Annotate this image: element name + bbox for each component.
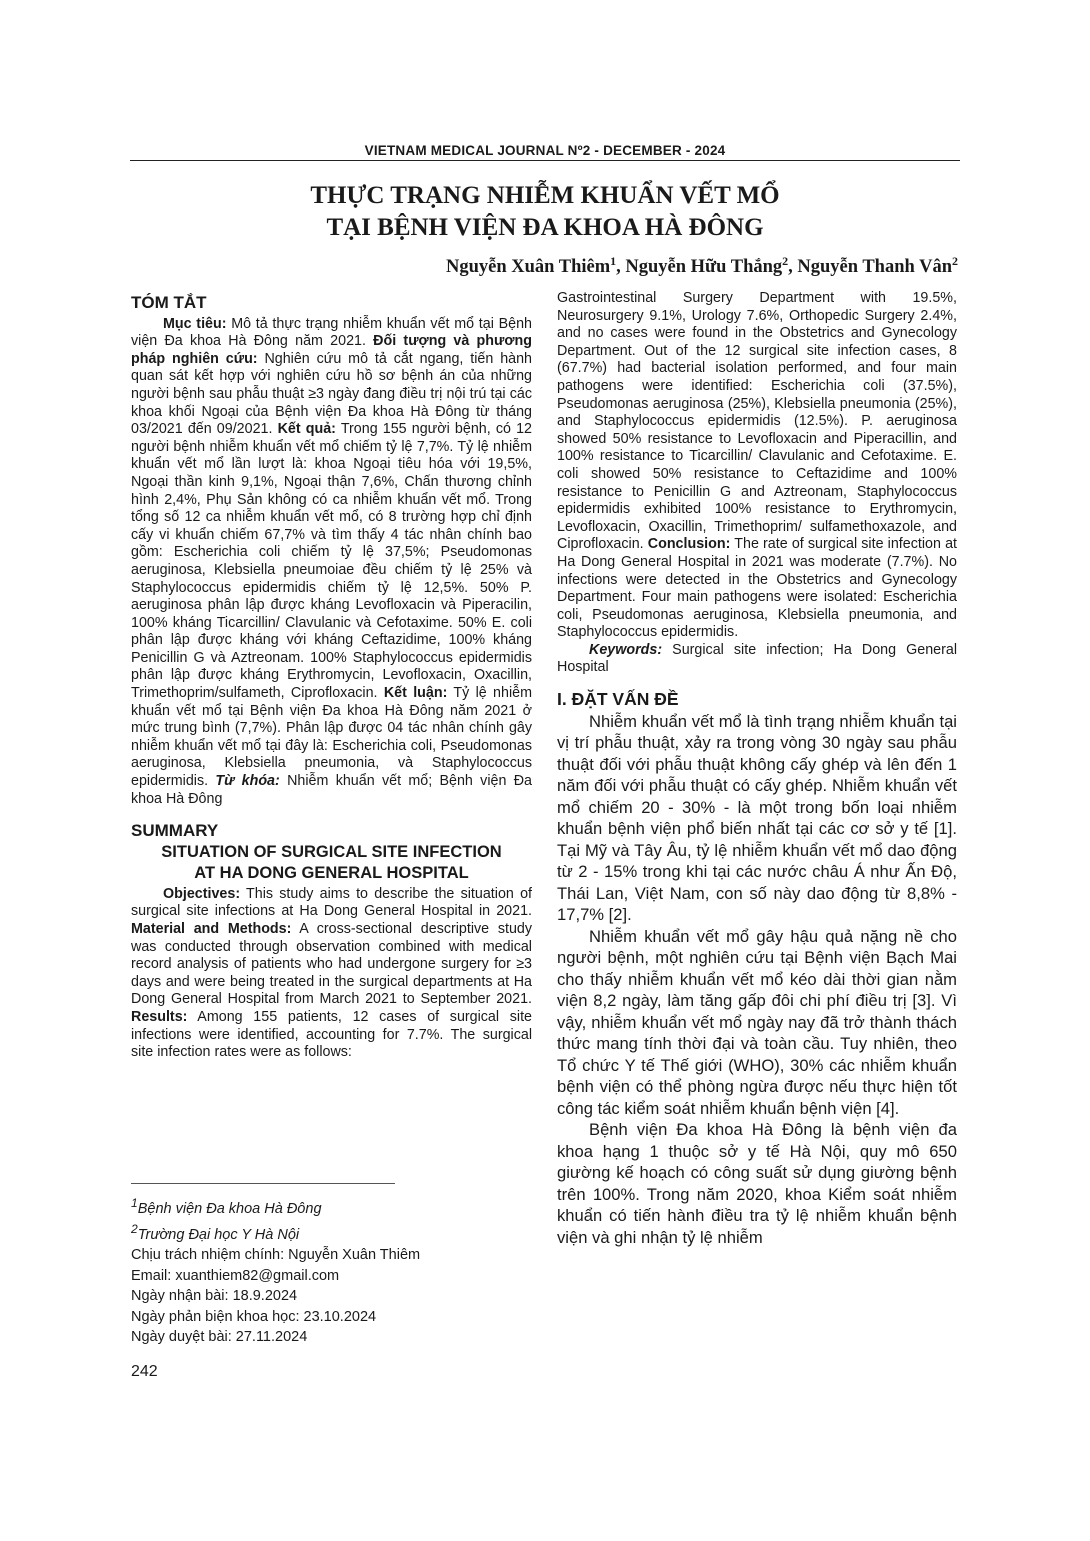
label-ket-luan: Kết luận: — [383, 685, 448, 702]
section-1-paragraph: Bệnh viện Đa khoa Hà Đông là bệnh viện đa khoa hạng 1 thuộc sở y tế Hà Nội, quy mô 650 giường kế hoạch có công suất sử dụng giường bệnh trên 100%. Trong năm 2020, khoa Kiểm soát nhiễm khuẩn có tiến hành điều tra tỷ lệ nhiễm khuẩn bệnh viện và ghi nhận tỷ lệ nhiễm — [557, 1120, 957, 1247]
footnotes — [131, 1193, 531, 1348]
text-keywords: Surgical site infection; Ha Dong General Hospital — [557, 641, 957, 676]
summary-body-continued — [557, 290, 957, 642]
left-column — [131, 294, 532, 1062]
author-list: Nguyễn Xuân Thiêm$^1$, Nguyễn Hữu Thắng$^2$, Nguyễn Thanh Vân$^2$ — [445, 254, 958, 278]
footnote-email: Email: xuanthiem82@gmail.com — [131, 1267, 340, 1284]
label-keywords: Keywords: — [589, 641, 663, 658]
label-tu-khoa: Từ khóa: — [215, 773, 280, 790]
author-name: Nguyễn Hữu Thắng — [625, 257, 783, 278]
footnote-received: Ngày nhận bài: 18.9.2024 — [131, 1288, 298, 1305]
author-name: Nguyễn Thanh Vân — [797, 257, 952, 278]
text-results: Among 155 patients, 12 cases of surgical site infections were identified, accounting for 7.7%. The surgical site infection rates were as follows: — [131, 1008, 532, 1061]
footnote-affiliation-2 — [131, 1219, 531, 1245]
abstract-vi-heading: TÓM TẮT — [131, 293, 207, 312]
footnote-rule — [131, 1183, 395, 1184]
footnote-marker: 2 — [131, 1222, 138, 1237]
footnote-accepted: Ngày duyệt bài: 27.11.2024 — [131, 1329, 308, 1346]
footnote-reviewed: Ngày phản biện khoa học: 23.10.2024 — [131, 1308, 377, 1325]
label-doi-tuong: Đối tượng và phương pháp nghiên cứu: — [131, 333, 532, 367]
label-objectives: Objectives: — [163, 885, 241, 902]
text-conclusion: The rate of surgical site infection at Ha Dong General Hospital in 2021 was moderate (7.7%). No infections were detected in the Obstetrics and Gynecology Department. Four main pathogens were isolated: Escherichia coli, Pseudomonas aeruginosa, Klebsiella pneumonia, and Staphylococcus epidermidis. — [557, 536, 957, 641]
footnote-marker: 1 — [131, 1196, 138, 1210]
summary-heading: SUMMARY — [131, 821, 219, 841]
text-results-continued: Gastrointestinal Surgery Department with 19.5%, Neurosurgery 9.1%, Urology 7.6%, Orthopedic Surgery 2.4%, and no cases were found in the Obstetrics and Gynecology Department. Out of the 12 surgical site infection cases, 8 (67.7%) had bacterial isolation performed, and four main pathogens were identified: Escherichia coli (37.5%), Pseudomonas aeruginosa (25%), Klebsiella pneumonia (25%), and Staphylococcus epidermidis (12.5%). P. aeruginosa showed 50% resistance to Levofloxacin and Piperacillin, and 100% resistance to Ticarcillin/ Clavulanic and Cefotaxime. E. coli showed 50% resistance to Ceftazidime and 100% resistance to Penicillin G and Aztreonam, Staphylococcus epidermidis exhibited 100% resistance to Erythromycin, Levofloxacin, Oxacillin, Trimethoprim/ sulfamethoxazole, and Ciprofloxacin. — [557, 290, 957, 553]
title-line-1: THỰC TRẠNG NHIỄM KHUẨN VẾT MỔ — [310, 182, 780, 209]
text-methods: A cross-sectional descriptive study was conducted through observation combined with medical record analysis of patients who had undergone surgery for ≥3 days and were being treated in the surgical departments at Ha Dong General Hospital from March 2021 to September 2021. — [131, 921, 532, 1008]
label-results: Results: — [131, 1008, 188, 1025]
author-affiliation: 2 — [782, 254, 789, 268]
footnote-text: Bệnh viện Đa khoa Hà Đông — [137, 1200, 322, 1217]
journal-header: VIETNAM MEDICAL JOURNAL Nº2 - DECEMBER - 2024 — [364, 143, 726, 158]
text-ket-luan: Tỷ lệ nhiễm khuẩn vết mổ tại Bệnh viện Đa khoa Hà Đông năm 2021 ở mức trung bình (7,7%). Phân lập được 04 tác nhân chính gây nhiễm khuẩn vết mổ tại đây là: Escherichia coli, Pseudomonas aeruginosa, Klebsiella pneumonia, và Staphylococcus epidermidis. — [131, 685, 532, 790]
page-number: 242 — [131, 1363, 158, 1380]
footnote-responsible: Chịu trách nhiệm chính: Nguyễn Xuân Thiêm — [131, 1247, 421, 1264]
summary-title — [131, 842, 532, 884]
summary-body — [131, 886, 532, 1062]
text-doi-tuong: Nghiên cứu mô tả cắt ngang, tiến hành quan sát kết hợp với nghiên cứu hồ sơ bệnh án của những người bệnh sau phẫu thuật ≥3 ngày đang điều trị nội trú tại các khoa khối Ngoại của Bệnh viện Đa khoa Hà Đông từ tháng 03/2021 đến 09/2021. — [131, 350, 532, 438]
keywords-line — [557, 642, 957, 677]
header-rule — [130, 160, 960, 161]
footnote-affiliation-1 — [131, 1193, 531, 1219]
section-1-paragraph: Nhiễm khuẩn vết mổ là tình trạng nhiễm khuẩn tại vị trí phẫu thuật, xảy ra trong vòng 30 ngày sau phẫu thuật đối với phẫu thuật không cấy ghép và lên đến 1 năm đối với phẫu thuật có cấy ghép. Nhiễm khuẩn vết mổ chiếm 20 - 30% - là một trong bốn loại nhiễm khuẩn bệnh viện phổ biến nhất tại các cơ sở y tế [1]. Tại Mỹ và Tây Âu, tỷ lệ nhiễm khuẩn vết mổ dao động từ 2 - 15% trong khi tại các nước châu Á như Ấn Độ, Thái Lan, Việt Nam, con số này dao động từ 8,8% - 17,7% [2]. — [557, 711, 957, 925]
author-affiliation: 1 — [610, 254, 617, 268]
label-methods: Material and Methods: — [131, 921, 292, 937]
article-title — [130, 180, 960, 244]
title-line-2: TẠI BỆNH VIỆN ĐA KHOA HÀ ĐÔNG — [326, 214, 764, 241]
summary-title-line-1: SITUATION OF SURGICAL SITE INFECTION — [161, 842, 502, 861]
footnote-text: Trường Đại học Y Hà Nội — [137, 1227, 300, 1244]
label-conclusion: Conclusion: — [647, 536, 731, 553]
summary-title-line-2: AT HA DONG GENERAL HOSPITAL — [194, 863, 469, 882]
text-tu-khoa: Nhiễm khuẩn vết mổ; Bệnh viện Đa khoa Hà Đông — [131, 773, 532, 807]
abstract-vi-body — [131, 316, 532, 809]
text-objectives: This study aims to describe the situation of surgical site infections at Ha Dong General Hospital in 2021. — [131, 885, 532, 920]
author-affiliation: 2 — [952, 254, 958, 268]
text-muc-tieu: Mô tả thực trạng nhiễm khuẩn vết mổ tại Bệnh viện Đa khoa Hà Đông năm 2021. — [131, 315, 532, 350]
label-ket-qua: Kết quả: — [277, 421, 336, 438]
text-ket-qua: Trong 155 người bệnh, có 12 người bệnh nhiễm khuẩn vết mổ chiếm tỷ lệ 7,7%. Tỷ lệ nhiễm khuẩn vết mổ lần lượt là: khoa Ngoại tiêu hóa với 19,5%, Ngoại thần kinh 9,1%, Ngoại thận 7,6%, Chấn thương chỉnh hình 2,4%, Phụ Sản không có ca nhiễm khuẩn vết mổ. Trong tổng số 12 ca nhiễm khuẩn vết mổ, có 8 trường hợp chỉ định cấy vi khuẩn chiếm 67,7% và tìm thấy 4 tác nhân chính bao gồm: Escherichia coli chiếm tỷ lệ 37,5%; Pseudomonas aeruginosa, Klebsiella pneumoiae đều chiếm tỷ lệ 25% và Staphylococcus epidermidis chiếm tỷ lệ 12,5%. 50% P. aeruginosa phân lập được kháng Levofloxacin và Piperacilin, 100% kháng Ticarcillin/ Clavulanic và Cefotaxime. 50% E. coli phân lập được kháng với kháng Ceftazidime, 100% kháng Penicillin G và Aztreonam. 100% Staphylococcus epidermidis phân lập được kháng Erythromycin, Levofloxacin, Oxacillin, Trimethoprim/sulfameth, Ciprofloxacin. — [131, 421, 532, 702]
section-1-heading: I. ĐẶT VẤN ĐỀ — [557, 689, 679, 710]
label-muc-tieu: Mục tiêu: — [163, 315, 227, 332]
right-column — [557, 290, 957, 1248]
section-1-paragraph: Nhiễm khuẩn vết mổ gây hậu quả nặng nề cho người bệnh, một nghiên cứu tại Bệnh viện Bạch Mai cho thấy nhiễm khuẩn vết mổ kéo dài thời gian nằm viện 8,2 ngày, làm tăng gấp đôi chi phí điều trị [3]. Vì vậy, nhiễm khuẩn vết mổ ngày nay đã trở thành thách thức mang tính thời đại và toàn cầu. Tuy nhiên, theo Tổ chức Y tế Thế giới (WHO), 30% các nhiễm khuẩn bệnh viện có thể phòng ngừa được nếu thực hiện tốt công tác kiểm soát nhiễm khuẩn bệnh viện [4]. — [557, 926, 957, 1118]
author-name: Nguyễn Xuân Thiêm — [445, 257, 611, 278]
